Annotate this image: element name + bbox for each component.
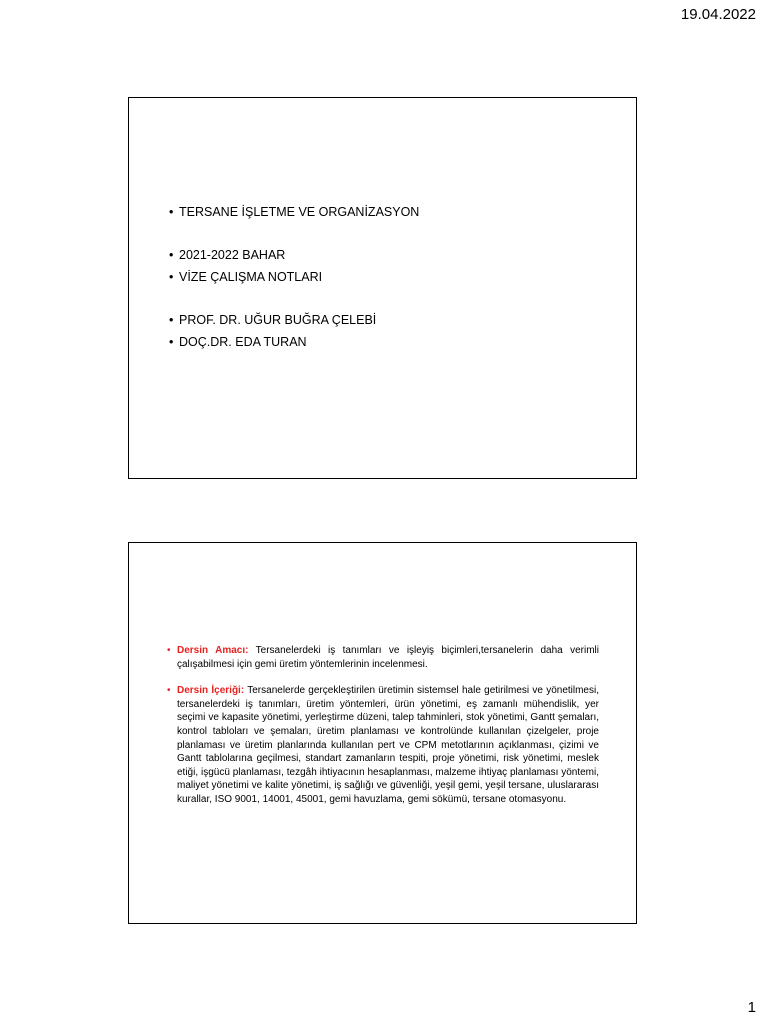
course-content-label: Dersin İçeriği:	[177, 685, 245, 697]
course-purpose-text: Tersanelerdeki iş tanımları ve işleyiş biçimleri,tersanelerin daha verimli çalışabilmesi için gemi üretim yöntemlerinin incelenmesi.	[177, 645, 599, 670]
title-list	[169, 201, 419, 353]
course-purpose-label: Dersin Amacı:	[177, 645, 249, 656]
instructor-1: • PROF. DR. UĞUR BUĞRA ÇELEBİ	[169, 309, 419, 331]
instructor-2: • DOÇ.DR. EDA TURAN	[169, 331, 419, 353]
notes-title: • VİZE ÇALIŞMA NOTLARI	[169, 266, 419, 288]
course-content-text: Tersanelerde gerçekleştirilen üretimin sistemsel hale getirilmesi ve yönetilmesi, tersanelerdeki iş tanımları, üretim yöntemleri, ürün yönetimi, eş zamanlı mühendislik, yer seçimi ve kapasite yönetimi, yerleştirme düzeni, talep tahminleri, stok yönetimi, Gantt şemaları, kontrol tabloları ve şemaları, üretim planlaması ve kontrolünde kullanılan çizelgeler, proje planlaması ve üretim planlarında kullanılan pert ve CPM metotlarının açıklanması, çizimi ve Gantt tablolarına geçilmesi, standart zamanların tespiti, proje yönetimi, risk yönetimi, meslek etiği, işgücü planlaması, tezgâh ihtiyacının hesaplanması, malzeme ihtiyaç planlaması yöntemi, maliyet yönetimi ve kalite yönetimi, iş sağlığı ve güvenliği, yeşil gemi, yeşil tersane, uluslararası kurallar, ISO 9001, 14001, 45001, gemi havuzlama, gemi sökümü, tersane otomasyonu.	[177, 685, 599, 805]
semester: • 2021-2022 BAHAR	[169, 244, 419, 266]
course-info-list	[167, 644, 599, 807]
course-purpose	[167, 644, 599, 671]
course-title: • TERSANE İŞLETME VE ORGANİZASYON	[169, 201, 419, 223]
page-number: 1	[747, 999, 756, 1016]
course-content	[167, 684, 599, 806]
page-date: 19.04.2022	[680, 6, 756, 23]
slide-course-info	[128, 542, 637, 924]
slide-title	[128, 97, 637, 479]
